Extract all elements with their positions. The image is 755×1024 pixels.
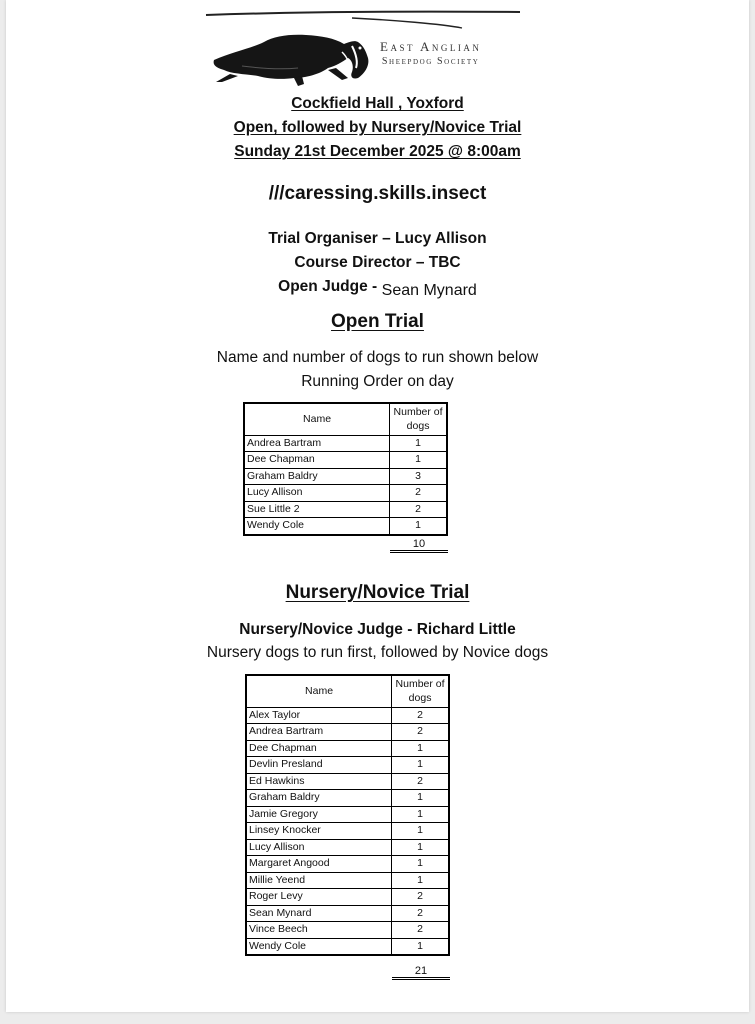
table-row [246, 839, 449, 856]
open-trial-note-1: Name and number of dogs to run shown below [216, 349, 539, 366]
competitor-name: Wendy Cole [246, 938, 392, 955]
logo-text [380, 39, 481, 67]
table-row [244, 435, 447, 452]
nursery-trial-note: Nursery dogs to run first, followed by Novice dogs [206, 644, 549, 661]
table-row [246, 740, 449, 757]
course-director: Course Director – TBC [294, 254, 461, 271]
table-row [244, 501, 447, 518]
competitor-name: Linsey Knocker [246, 823, 392, 840]
dog-count: 1 [390, 518, 447, 535]
col-dogs-header: Number of dogs [390, 403, 447, 435]
dog-count: 1 [392, 823, 449, 840]
competitor-name: Vince Beech [246, 922, 392, 939]
table-row [244, 452, 447, 469]
competitor-name: Margaret Angood [246, 856, 392, 873]
nursery-trial-table [245, 674, 450, 956]
competitor-name: Sue Little 2 [244, 501, 390, 518]
sheepdog-logo-icon [202, 8, 532, 88]
table-row [246, 856, 449, 873]
dog-count: 2 [392, 707, 449, 724]
competitor-name: Roger Levy [246, 889, 392, 906]
competitor-name: Ed Hawkins [246, 773, 392, 790]
competitor-name: Dee Chapman [244, 452, 390, 469]
competitor-name: Devlin Presland [246, 757, 392, 774]
date-heading: Sunday 21st December 2025 @ 8:00am [234, 143, 521, 160]
dog-count: 1 [392, 938, 449, 955]
nursery-judge: Nursery/Novice Judge - Richard Little [239, 621, 516, 638]
location-code: ///caressing.skills.insect [268, 183, 487, 204]
col-name-header: Name [246, 675, 392, 707]
table-row [246, 724, 449, 741]
dog-count: 2 [392, 889, 449, 906]
competitor-name: Wendy Cole [244, 518, 390, 535]
col-dogs-header: Number of dogs [392, 675, 449, 707]
competitor-name: Lucy Allison [244, 485, 390, 502]
dog-count: 2 [390, 501, 447, 518]
table-row [246, 757, 449, 774]
trial-type-heading: Open, followed by Nursery/Novice Trial [233, 119, 522, 136]
nursery-trial-total: 21 [392, 965, 450, 980]
dog-count: 2 [392, 773, 449, 790]
venue-heading: Cockfield Hall , Yoxford [291, 95, 464, 112]
open-judge [6, 278, 749, 299]
table-row [246, 707, 449, 724]
open-trial-table [243, 402, 448, 536]
table-row [246, 938, 449, 955]
table-row [244, 485, 447, 502]
trial-organiser: Trial Organiser – Lucy Allison [268, 230, 487, 247]
competitor-name: Lucy Allison [246, 839, 392, 856]
dog-count: 1 [392, 790, 449, 807]
competitor-name: Jamie Gregory [246, 806, 392, 823]
table-row [244, 468, 447, 485]
col-name-header: Name [244, 403, 390, 435]
competitor-name: Sean Mynard [246, 905, 392, 922]
dog-count: 1 [392, 740, 449, 757]
dog-count: 1 [392, 856, 449, 873]
dog-count: 1 [390, 435, 447, 452]
open-trial-title: Open Trial [331, 311, 424, 332]
open-judge-label: Open Judge - [278, 278, 378, 295]
table-row [246, 905, 449, 922]
competitor-name: Andrea Bartram [244, 435, 390, 452]
table-row [246, 823, 449, 840]
dog-count: 1 [392, 872, 449, 889]
open-judge-name: Sean Mynard [381, 282, 477, 299]
table-row [246, 790, 449, 807]
table-row [246, 889, 449, 906]
open-trial-note-2: Running Order on day [301, 373, 454, 390]
dog-count: 2 [390, 485, 447, 502]
competitor-name: Alex Taylor [246, 707, 392, 724]
dog-count: 2 [392, 724, 449, 741]
dog-count: 1 [392, 839, 449, 856]
dog-count: 1 [392, 806, 449, 823]
society-logo [202, 8, 532, 88]
competitor-name: Andrea Bartram [246, 724, 392, 741]
dog-count: 2 [392, 905, 449, 922]
logo-line-1: East Anglian [380, 39, 482, 54]
competitor-name: Graham Baldry [246, 790, 392, 807]
competitor-name: Graham Baldry [244, 468, 390, 485]
dog-count: 1 [392, 757, 449, 774]
table-row [246, 806, 449, 823]
nursery-trial-title: Nursery/Novice Trial [285, 582, 470, 603]
dog-count: 2 [392, 922, 449, 939]
logo-line-2: Sheepdog Society [381, 56, 480, 67]
open-trial-total: 10 [390, 538, 448, 553]
table-row [244, 518, 447, 535]
dog-count: 1 [390, 452, 447, 469]
document-page [6, 0, 749, 1012]
table-row [246, 773, 449, 790]
competitor-name: Dee Chapman [246, 740, 392, 757]
table-row [246, 872, 449, 889]
competitor-name: Millie Yeend [246, 872, 392, 889]
table-row [246, 922, 449, 939]
dog-count: 3 [390, 468, 447, 485]
